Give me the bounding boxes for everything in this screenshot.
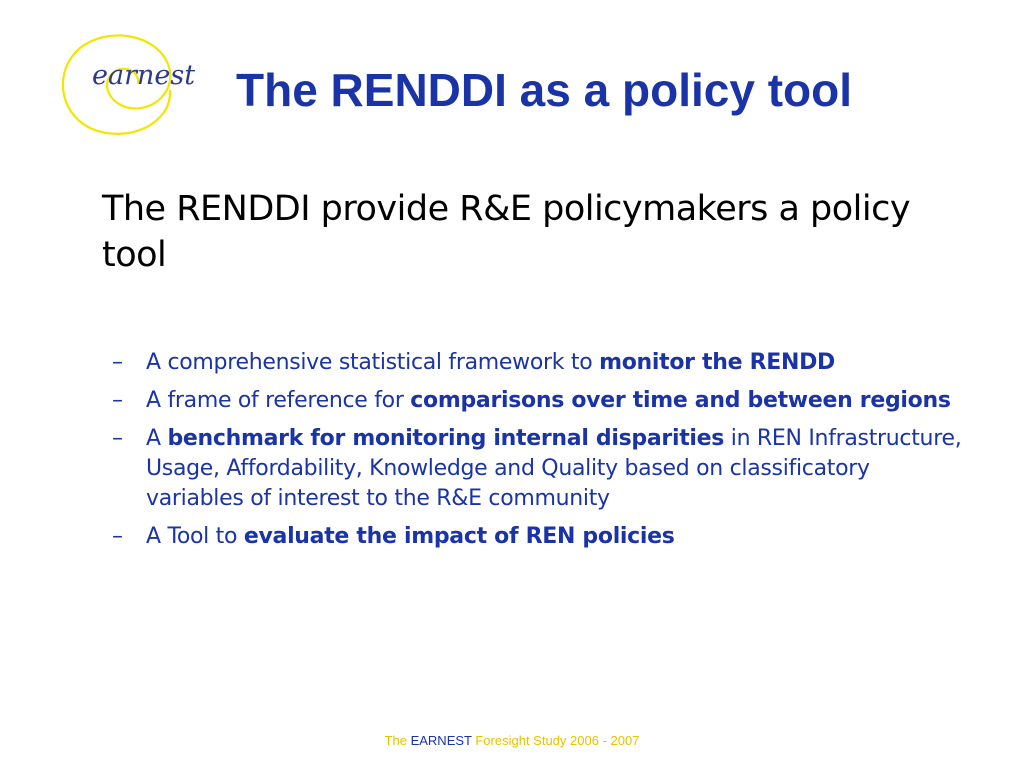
bullet-emphasis: monitor the RENDD <box>599 350 836 375</box>
bullet-item <box>112 386 972 416</box>
bullet-emphasis: benchmark for monitoring internal disparities <box>167 426 725 451</box>
lead-paragraph: The RENDDI provide R&E policymakers a policy tool <box>102 189 911 275</box>
bullet-dash: – <box>112 426 123 451</box>
bullet-text: A comprehensive statistical framework to <box>146 350 600 375</box>
footer-suffix: Foresight Study 2006 - 2007 <box>471 733 640 748</box>
bullet-text: A Tool to <box>146 524 244 549</box>
footer-prefix: The <box>384 733 411 748</box>
bullet-dash: – <box>112 388 123 413</box>
earnest-logo <box>52 30 212 148</box>
bullet-text: A frame of reference for <box>146 388 411 413</box>
bullet-emphasis: comparisons over time and between regions <box>410 388 951 413</box>
bullet-text-tail: in REN Infrastructure, Usage, Affordability, Knowledge and Quality based on classificatory variables of interest to the R&E community <box>146 426 962 511</box>
bullet-text: A <box>146 426 168 451</box>
logo-text: earnest <box>92 60 196 91</box>
bullet-dash: – <box>112 350 123 375</box>
slide-title: The RENDDI as a policy tool <box>236 64 852 116</box>
bullet-item <box>112 522 972 552</box>
bullet-item <box>112 424 972 514</box>
bullet-dash: – <box>112 524 123 549</box>
bullet-item <box>112 348 972 378</box>
slide-footer <box>0 733 1024 748</box>
footer-brand: EARNEST <box>410 733 472 748</box>
bullet-emphasis: evaluate the impact of REN policies <box>243 524 675 549</box>
bullet-list <box>112 348 972 560</box>
